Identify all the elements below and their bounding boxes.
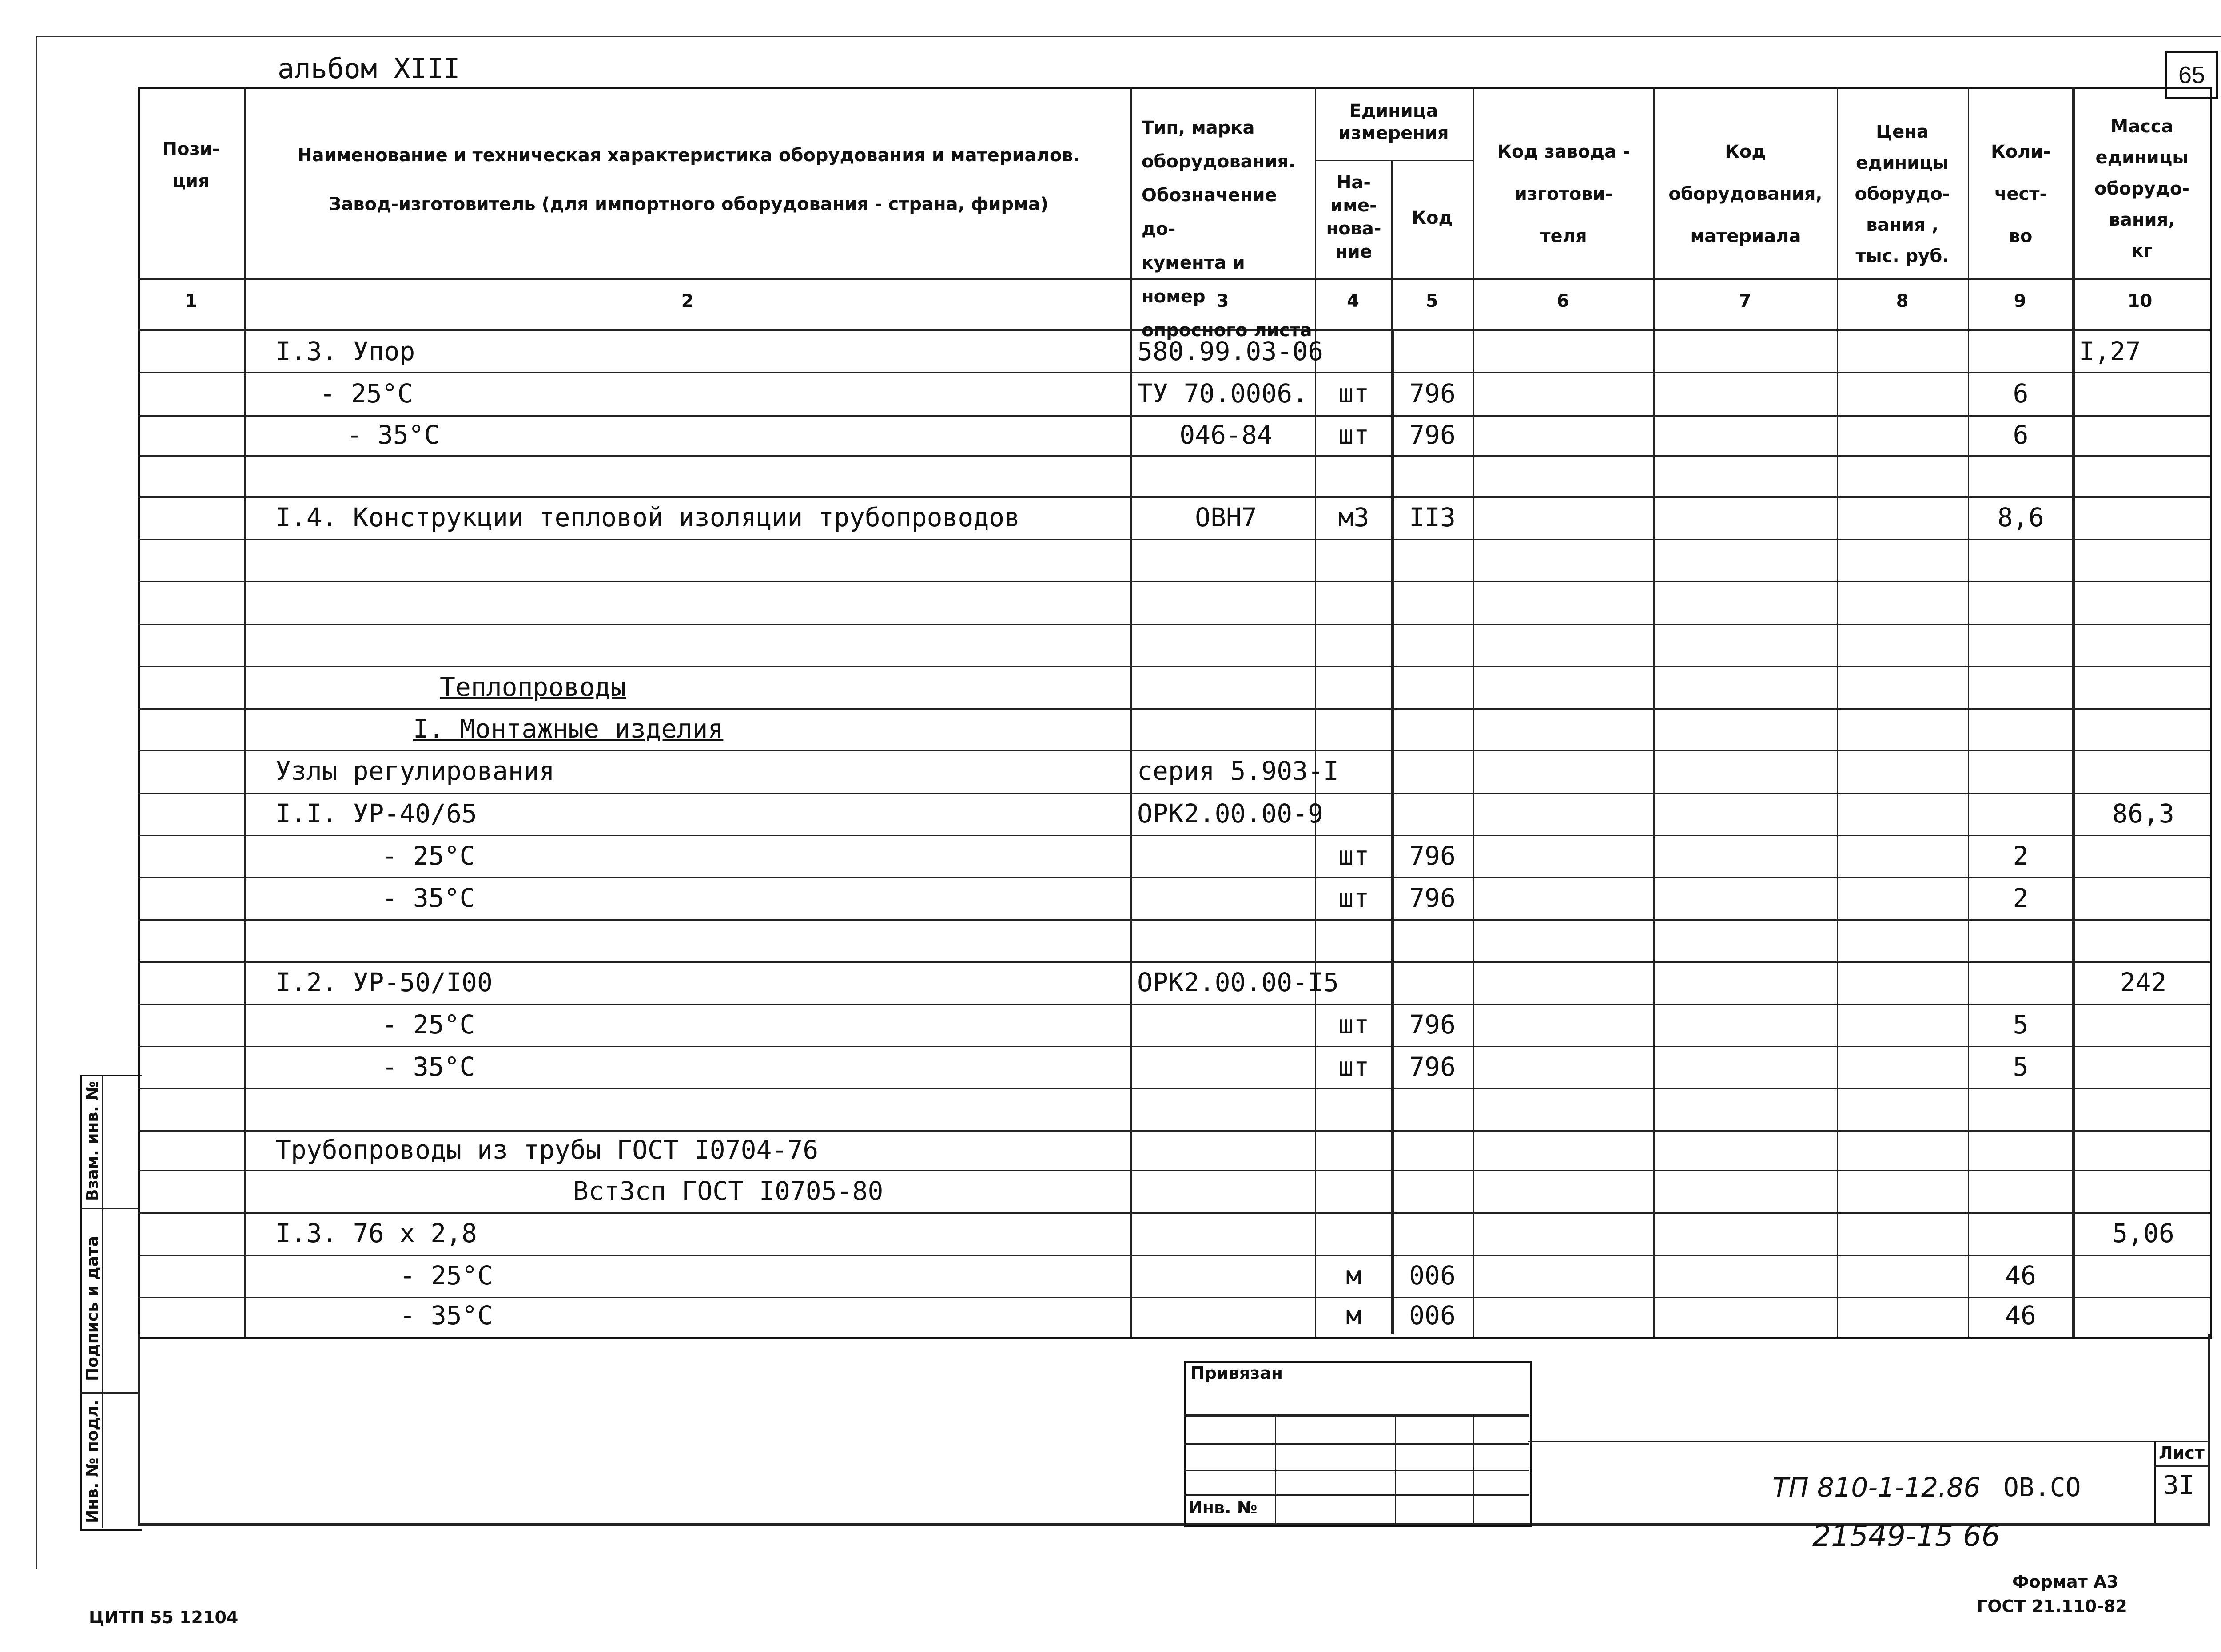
colnum-10: 10 (2127, 291, 2153, 311)
row-divider (138, 1212, 2210, 1214)
cell-code: 796 (1409, 420, 1456, 450)
row-divider (138, 1130, 2210, 1132)
footer-citp: ЦИТП 55 12104 (89, 1608, 239, 1627)
cell-unit: м (1346, 1260, 1361, 1291)
cell-qty: 2 (2013, 882, 2029, 913)
album-label: альбом XIII (278, 52, 460, 85)
cell-name: - 35°C (346, 420, 440, 450)
cell-name: Узлы регулирования (275, 755, 555, 786)
header-price: Цена единицы оборудо- вания , тыс. руб. (1855, 122, 1950, 266)
row-divider (138, 666, 2210, 667)
colnum-4: 4 (1347, 291, 1359, 311)
header-plant-code: Код завода - изготови- теля (1497, 142, 1630, 246)
cell-type: 046-84 (1179, 420, 1273, 450)
row-divider (138, 1004, 2210, 1005)
header-mass: Масса единицы оборудо- вания, кг (2094, 116, 2189, 261)
cell-qty: 5 (2013, 1009, 2029, 1040)
cell-type: ОРК2.00.00-9 (1137, 798, 1324, 829)
cell-unit: м3 (1338, 502, 1369, 532)
colnum-9: 9 (2014, 291, 2026, 311)
cell-name: - 35°C (382, 1051, 475, 1082)
cell-unit: шт (1338, 378, 1369, 409)
cell-code: 796 (1409, 882, 1456, 913)
stamp-number: 21549-15 66 (1812, 1519, 2000, 1553)
cell-qty: 46 (2005, 1300, 2036, 1330)
cell-qty: 6 (2013, 378, 2029, 409)
colnum-5: 5 (1425, 291, 1438, 311)
header-type: Тип, марка оборудования. Обозначение до- кумента и номер опросного листа (1142, 118, 1312, 341)
cell-mass: 242 (2120, 967, 2167, 997)
cell-code: 796 (1409, 840, 1456, 871)
row-divider (138, 496, 2210, 498)
row-divider (138, 1046, 2210, 1047)
colnum-6: 6 (1556, 291, 1569, 311)
cell-type: серия 5.903-I (1137, 755, 1339, 786)
colnum-3: 3 (1216, 291, 1229, 311)
colnum-2: 2 (681, 291, 694, 311)
cell-unit: м (1346, 1300, 1361, 1330)
header-unit-name: На- име- нова- ние (1326, 172, 1381, 262)
header-quantity: Коли- чест- во (1990, 142, 2051, 246)
row-divider (138, 1088, 2210, 1089)
row-divider (138, 835, 2210, 836)
stamp-inv-no: Инв. № (1188, 1498, 1258, 1517)
cell-name: - 35°C (400, 1300, 493, 1330)
header-position: Пози- ция (162, 139, 220, 191)
row-divider (138, 372, 2210, 373)
colnum-7: 7 (1739, 291, 1751, 311)
cell-code: 796 (1409, 1051, 1456, 1082)
row-divider (138, 539, 2210, 540)
cell-mass: I,27 (2079, 336, 2141, 366)
cell-name: Теплопроводы (440, 671, 626, 702)
row-divider (138, 455, 2210, 457)
cell-qty: 46 (2005, 1260, 2036, 1291)
row-divider (138, 793, 2210, 794)
cell-type: ОВН7 (1195, 502, 1257, 532)
cell-unit: шт (1338, 1009, 1369, 1040)
header-unit-code: Код (1412, 208, 1453, 228)
row-divider (138, 961, 2210, 963)
cell-name: - 25°C (400, 1260, 493, 1291)
row-divider (138, 919, 2210, 921)
colnum-8: 8 (1896, 291, 1909, 311)
cell-name: I.I. УР-40/65 (275, 798, 477, 829)
cell-name: ВстЗсп ГОСТ I0705-80 (573, 1175, 884, 1206)
cell-name: - 35°C (382, 882, 475, 913)
header-name: Наименование и техническая характеристика оборудования и материалов. Завод-изготовитель (для импортного оборудования - страна, фирма) (297, 145, 1080, 214)
cell-code: 796 (1409, 1009, 1456, 1040)
cell-unit: шт (1338, 420, 1369, 450)
cell-qty: 5 (2013, 1051, 2029, 1082)
row-divider (138, 1255, 2210, 1256)
row-divider (138, 581, 2210, 582)
cell-name: I.3. Упор (275, 336, 415, 366)
side-label-inventory: Инв. № подл. (84, 1399, 102, 1523)
colnum-1: 1 (185, 291, 197, 311)
footer-format: Формат А3 (2012, 1572, 2118, 1592)
row-divider (138, 1297, 2210, 1298)
cell-name: Трубопроводы из трубы ГОСТ I0704-76 (275, 1135, 819, 1165)
cell-type: ОРК2.00.00-I5 (1137, 967, 1339, 997)
cell-name: I. Монтажные изделия (413, 713, 724, 744)
cell-unit: шт (1338, 1051, 1369, 1082)
side-label-replace: Взам. инв. № (84, 1081, 102, 1201)
cell-unit: шт (1338, 840, 1369, 871)
row-divider (138, 624, 2210, 625)
cell-name: I.4. Конструкции тепловой изоляции трубопроводов (275, 502, 1020, 532)
cell-name: I.2. УР-50/I00 (275, 967, 493, 997)
doc-suffix: ОВ.СО (2003, 1472, 2081, 1502)
stamp-privyazan: Привязан (1190, 1363, 1283, 1383)
footer-gost: ГОСТ 21.110-82 (1977, 1596, 2127, 1616)
cell-name: - 25°C (382, 1009, 475, 1040)
row-divider (138, 415, 2210, 417)
cell-qty: 6 (2013, 420, 2029, 450)
page-number: 65 (2178, 62, 2205, 88)
cell-code: 006 (1409, 1260, 1456, 1291)
cell-mass: 5,06 (2112, 1218, 2174, 1248)
doc-code: ТП 810-1-12.86 (1772, 1472, 1981, 1503)
row-divider (138, 750, 2210, 751)
cell-code: II3 (1409, 502, 1456, 532)
list-number: 3I (2163, 1470, 2194, 1500)
row-divider (138, 877, 2210, 878)
cell-unit: шт (1338, 882, 1369, 913)
cell-mass: 86,3 (2112, 798, 2174, 829)
row-divider (138, 708, 2210, 710)
header-equipment-code: Код оборудования, материала (1668, 142, 1823, 246)
side-label-signature: Подпись и дата (84, 1236, 102, 1381)
cell-name: - 25°C (382, 840, 475, 871)
cell-type: 580.99.03-06 (1137, 336, 1324, 366)
cell-code: 796 (1409, 378, 1456, 409)
cell-qty: 2 (2013, 840, 2029, 871)
cell-name: I.3. 76 х 2,8 (275, 1218, 477, 1248)
list-label: Лист (2159, 1443, 2205, 1463)
row-divider (138, 1170, 2210, 1171)
cell-name: - 25°C (320, 378, 413, 409)
header-unit: Единица измерения (1338, 101, 1449, 143)
cell-type: ТУ 70.0006. (1137, 378, 1308, 409)
cell-code: 006 (1409, 1300, 1456, 1330)
cell-qty: 8,6 (1997, 502, 2044, 532)
